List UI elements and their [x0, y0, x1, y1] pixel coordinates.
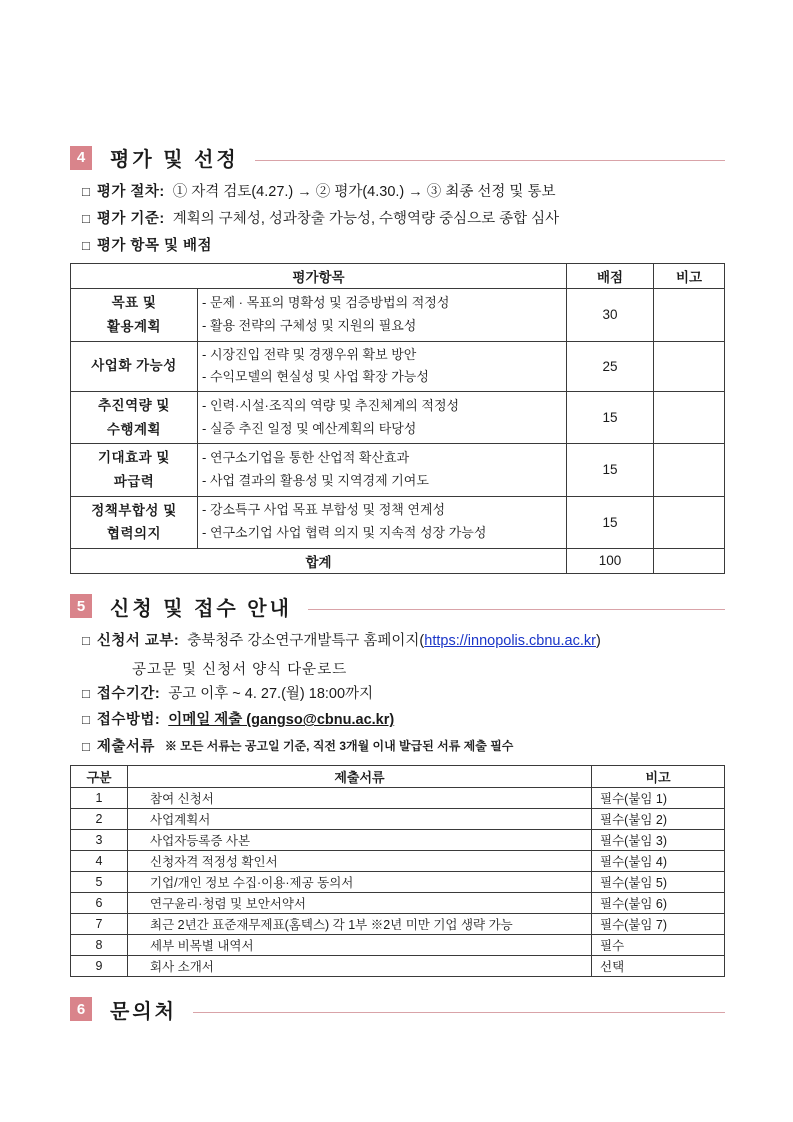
column-header-score: 배점 [567, 264, 654, 289]
document-note: 필수(붙임 3) [592, 829, 725, 850]
table-row [71, 850, 725, 871]
column-header-number: 구분 [71, 765, 128, 787]
document-note: 필수(붙임 2) [592, 808, 725, 829]
section-title: 문의처 [110, 1000, 177, 1023]
detail-line: - 수익모델의 현실성 및 사업 확장 가능성 [202, 369, 429, 385]
documents-note: ※ 모든 서류는 공고일 기준, 직전 3개월 이내 발급된 서류 제출 필수 [164, 739, 514, 753]
evaluation-category [71, 444, 198, 496]
evaluation-note [654, 289, 725, 341]
evaluation-score: 15 [567, 444, 654, 496]
table-row [71, 444, 725, 496]
evaluation-category [71, 289, 198, 341]
detail-line: - 인력·시설·조직의 역량 및 추진체계의 적정성 [202, 397, 460, 413]
detail-line: - 실증 추진 일정 및 예산계획의 타당성 [202, 420, 417, 436]
column-header-document: 제출서류 [128, 765, 592, 787]
section-number-badge: 4 [70, 146, 92, 170]
detail-line: - 강소특구 사업 목표 부합성 및 정책 연계성 [202, 502, 446, 518]
category-line: 정책부합성 및 [91, 502, 177, 518]
table-row [71, 892, 725, 913]
bullet-application-form [82, 631, 725, 653]
category-line: 협력의지 [106, 526, 162, 542]
checkbox-icon: □ [82, 739, 90, 754]
evaluation-note [654, 444, 725, 496]
document-note: 필수(붙임 4) [592, 850, 725, 871]
table-row [71, 871, 725, 892]
application-method-value: 이메일 제출 (gangso@cbnu.ac.kr) [168, 712, 395, 729]
section-divider-rule [255, 160, 725, 161]
detail-line: - 시장진입 전략 및 경쟁우위 확보 방안 [202, 346, 417, 362]
document-number: 3 [71, 829, 128, 850]
section-heading-application [70, 592, 725, 621]
column-header-note: 비고 [654, 264, 725, 289]
evaluation-note [654, 392, 725, 444]
evaluation-details [198, 444, 567, 496]
column-header-item: 평가항목 [71, 264, 567, 289]
evaluation-table [70, 263, 725, 574]
bullet-application-period [82, 684, 725, 706]
document-number: 7 [71, 913, 128, 934]
section-heading-evaluation [70, 143, 725, 172]
total-label: 합계 [71, 548, 567, 573]
section-divider-rule [308, 609, 725, 610]
category-line: 활용계획 [106, 318, 162, 334]
document-note: 필수(붙임 1) [592, 787, 725, 808]
evaluation-category [71, 496, 198, 548]
bullet-required-documents [82, 737, 725, 759]
category-line: 파급력 [113, 473, 155, 489]
bullet-text: ① 자격 검토(4.27.) → ② 평가(4.30.) → ③ 최종 선정 및 통보 [172, 184, 556, 200]
document-content [70, 125, 725, 1034]
document-name: 참여 신청서 [128, 787, 592, 808]
document-number: 8 [71, 934, 128, 955]
homepage-text-before: 충북청주 강소연구개발특구 홈페이지( [187, 632, 425, 649]
table-row [71, 392, 725, 444]
homepage-link[interactable]: https://innopolis.cbnu.ac.kr [424, 632, 596, 649]
category-line: 추진역량 및 [98, 398, 170, 413]
bullet-text [187, 631, 601, 653]
evaluation-score: 30 [567, 289, 654, 341]
document-name: 사업자등록증 사본 [128, 829, 592, 850]
checkbox-icon: □ [82, 712, 90, 728]
application-form-subtext: 공고문 및 신청서 양식 다운로드 [132, 661, 348, 678]
document-number: 5 [71, 871, 128, 892]
section-divider-rule [193, 1012, 725, 1013]
document-note: 필수 [592, 934, 725, 955]
table-row [71, 787, 725, 808]
column-header-note: 비고 [592, 765, 725, 787]
table-row [71, 934, 725, 955]
evaluation-score: 25 [567, 341, 654, 392]
document-name: 회사 소개서 [128, 955, 592, 976]
bullet-evaluation-items [82, 236, 725, 258]
detail-line: - 문제 · 목표의 명확성 및 검증방법의 적정성 [202, 295, 450, 311]
evaluation-details [198, 392, 567, 444]
section-number-badge: 5 [70, 594, 92, 618]
homepage-text-after: ) [595, 632, 601, 649]
table-header-row [71, 765, 725, 787]
bullet-label: 평가 항목 및 배점 [96, 237, 212, 254]
checkbox-icon: □ [82, 210, 90, 226]
document-name: 기업/개인 정보 수집·이용·제공 동의서 [128, 871, 592, 892]
table-row [71, 913, 725, 934]
total-score: 100 [567, 548, 654, 573]
bullet-evaluation-criteria [82, 209, 725, 231]
category-line: 사업화 가능성 [91, 358, 177, 374]
table-total-row [71, 548, 725, 573]
document-note: 필수(붙임 6) [592, 892, 725, 913]
category-line: 목표 및 [111, 295, 157, 311]
table-header-row [71, 264, 725, 289]
document-note: 필수(붙임 7) [592, 913, 725, 934]
evaluation-details [198, 341, 567, 392]
bullet-text: 계획의 구체성, 성과창출 가능성, 수행역량 중심으로 종합 심사 [172, 210, 560, 227]
table-row [71, 829, 725, 850]
section-title: 평가 및 선정 [110, 149, 239, 171]
evaluation-score: 15 [567, 496, 654, 548]
bullet-text: 공고 이후 ~ 4. 27.(월) 18:00까지 [168, 685, 374, 702]
table-row [71, 496, 725, 548]
bullet-label: 평가 절차: [96, 184, 165, 200]
section-title: 신청 및 접수 안내 [110, 597, 292, 620]
document-number: 1 [71, 787, 128, 808]
total-note [654, 548, 725, 573]
table-row [71, 808, 725, 829]
bullet-application-method [82, 710, 725, 732]
detail-line: - 연구소기업 사업 협력 의지 및 지속적 성장 가능성 [202, 525, 487, 541]
evaluation-category [71, 392, 198, 444]
bullet-label: 접수기간: [96, 685, 161, 702]
table-row [71, 289, 725, 341]
evaluation-note [654, 341, 725, 392]
document-note: 선택 [592, 955, 725, 976]
checkbox-icon: □ [82, 632, 90, 648]
document-name: 최근 2년간 표준재무제표(홈텍스) 각 1부 ※2년 미만 기업 생략 가능 [128, 913, 592, 934]
evaluation-details [198, 496, 567, 548]
bullet-label: 접수방법: [96, 712, 161, 729]
detail-line: - 연구소기업을 통한 산업적 확산효과 [202, 450, 410, 466]
document-name: 신청자격 적정성 확인서 [128, 850, 592, 871]
document-name: 세부 비목별 내역서 [128, 934, 592, 955]
evaluation-category [71, 341, 198, 392]
category-line: 기대효과 및 [98, 450, 170, 466]
documents-table [70, 765, 725, 977]
checkbox-icon: □ [82, 685, 90, 701]
section-heading-contact [70, 995, 725, 1024]
detail-line: - 활용 전략의 구체성 및 지원의 필요성 [202, 317, 417, 333]
checkbox-icon: □ [82, 237, 90, 253]
document-number: 6 [71, 892, 128, 913]
section-number-badge: 6 [70, 997, 92, 1021]
document-number: 9 [71, 955, 128, 976]
document-note: 필수(붙임 5) [592, 871, 725, 892]
checkbox-icon: □ [82, 184, 90, 199]
evaluation-score: 15 [567, 392, 654, 444]
evaluation-note [654, 496, 725, 548]
evaluation-details [198, 289, 567, 341]
detail-line: - 사업 결과의 활용성 및 지역경제 기여도 [202, 472, 429, 488]
table-row [71, 341, 725, 392]
bullet-label: 제출서류 [96, 739, 155, 755]
document-number: 2 [71, 808, 128, 829]
bullet-evaluation-procedure [82, 182, 725, 204]
bullet-label: 평가 기준: [96, 210, 165, 227]
table-row [71, 955, 725, 976]
bullet-label: 신청서 교부: [96, 632, 180, 649]
document-name: 사업계획서 [128, 808, 592, 829]
document-number: 4 [71, 850, 128, 871]
document-name: 연구윤리·청렴 및 보안서약서 [128, 892, 592, 913]
category-line: 수행계획 [106, 421, 162, 437]
